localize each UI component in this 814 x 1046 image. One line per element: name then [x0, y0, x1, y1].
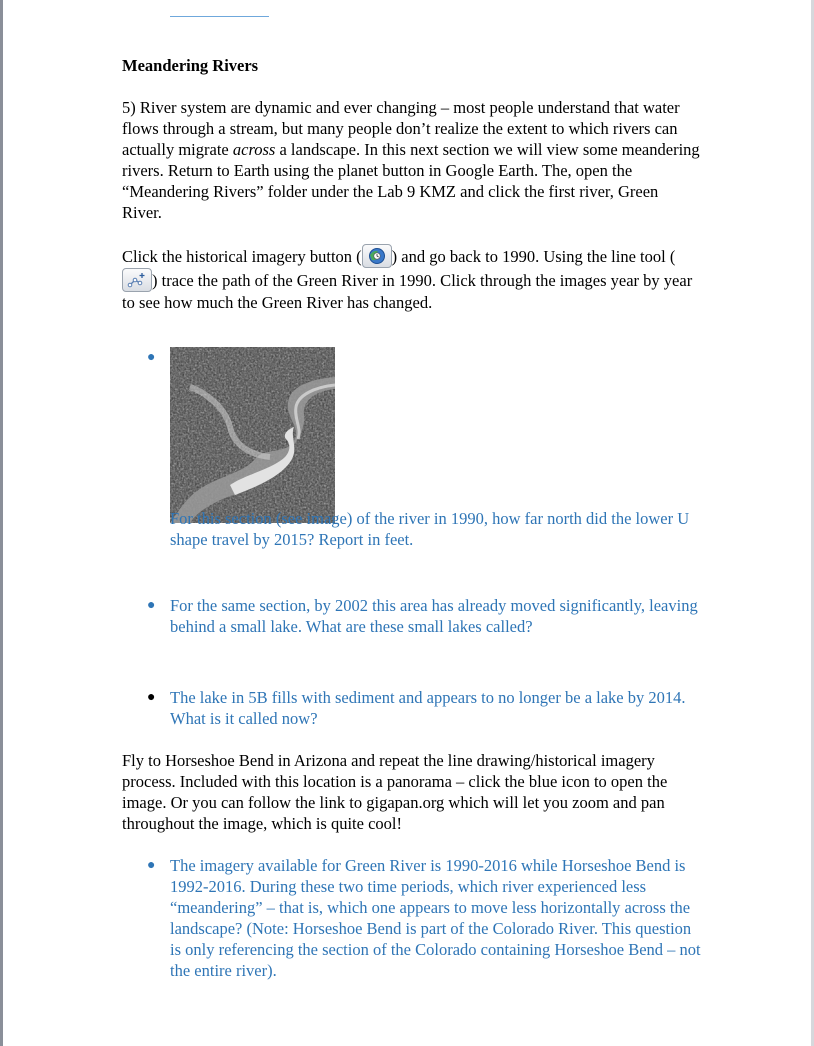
- intro-paragraph: [122, 97, 702, 223]
- instructions-text-1: Click the historical imagery button (: [122, 247, 362, 266]
- section-heading: Meandering Rivers: [122, 56, 259, 75]
- page-left-border: [0, 0, 3, 1046]
- question-item-final: [122, 855, 702, 981]
- bullet-icon: ●: [147, 690, 156, 705]
- horseshoe-paragraph: Fly to Horseshoe Bend in Arizona and repeat the line drawing/historical imagery process. Included with this location is a panorama – click the blue icon to open the image. Or you can follow the link to gigapan.org which will let you zoom and pan throughout the image, which is quite cool!: [122, 751, 668, 833]
- question-list: [122, 347, 702, 729]
- instructions-paragraph: [122, 244, 702, 313]
- question-text: The lake in 5B fills with sediment and appears to no longer be a lake by 2014. What is it called now?: [170, 688, 686, 728]
- line-tool-path-icon: [122, 268, 152, 292]
- document-body: [122, 55, 702, 981]
- question-item-5b: [122, 595, 702, 637]
- question-item-5c: [122, 687, 702, 729]
- intro-text-1: 5) River system are dynamic and ever changing – most people understand that water flows through a stream, but many people don’t realize the extent to which rivers can actually migrate: [122, 98, 680, 159]
- instructions-text-2: ) and go back to 1990. Using the line tool (: [391, 247, 676, 266]
- bullet-icon: ●: [147, 858, 156, 873]
- question-item-5a: [122, 347, 702, 550]
- question-text: For the same section, by 2002 this area has already moved significantly, leaving behind a small lake. What are these small lakes called?: [170, 596, 698, 636]
- intro-emphasis: across: [232, 140, 276, 159]
- instructions-text-3: ) trace the path of the Green River in 1990. Click through the images year by year to see how much the Green River has changed.: [122, 271, 693, 312]
- intro-text-2: a landscape. In this next section we will view some meandering rivers. Return to Earth using the planet button in Google Earth. The, open the “Meandering Rivers” folder under the Lab 9 KMZ and click the first river, Green River.: [122, 140, 700, 222]
- question-text: The imagery available for Green River is 1990-2016 while Horseshoe Bend is 1992-2016. During these two time periods, which river experienced less “meandering” – that is, which one appears to move less horizontally across the landscape? (Note: Horseshoe Bend is part of the Colorado River. This question is only referencing the section of the Colorado containing Horseshoe Bend – not the entire river).: [170, 856, 701, 980]
- bullet-icon: ●: [147, 350, 156, 365]
- header-rule: [170, 16, 269, 17]
- bullet-icon: ●: [147, 598, 156, 613]
- historical-imagery-clock-icon: [362, 244, 392, 268]
- river-aerial-image: [170, 347, 335, 523]
- final-question-list: [122, 855, 702, 981]
- question-text: For this section (see image) of the river in 1990, how far north did the lower U shape travel by 2015? Report in feet.: [170, 509, 690, 549]
